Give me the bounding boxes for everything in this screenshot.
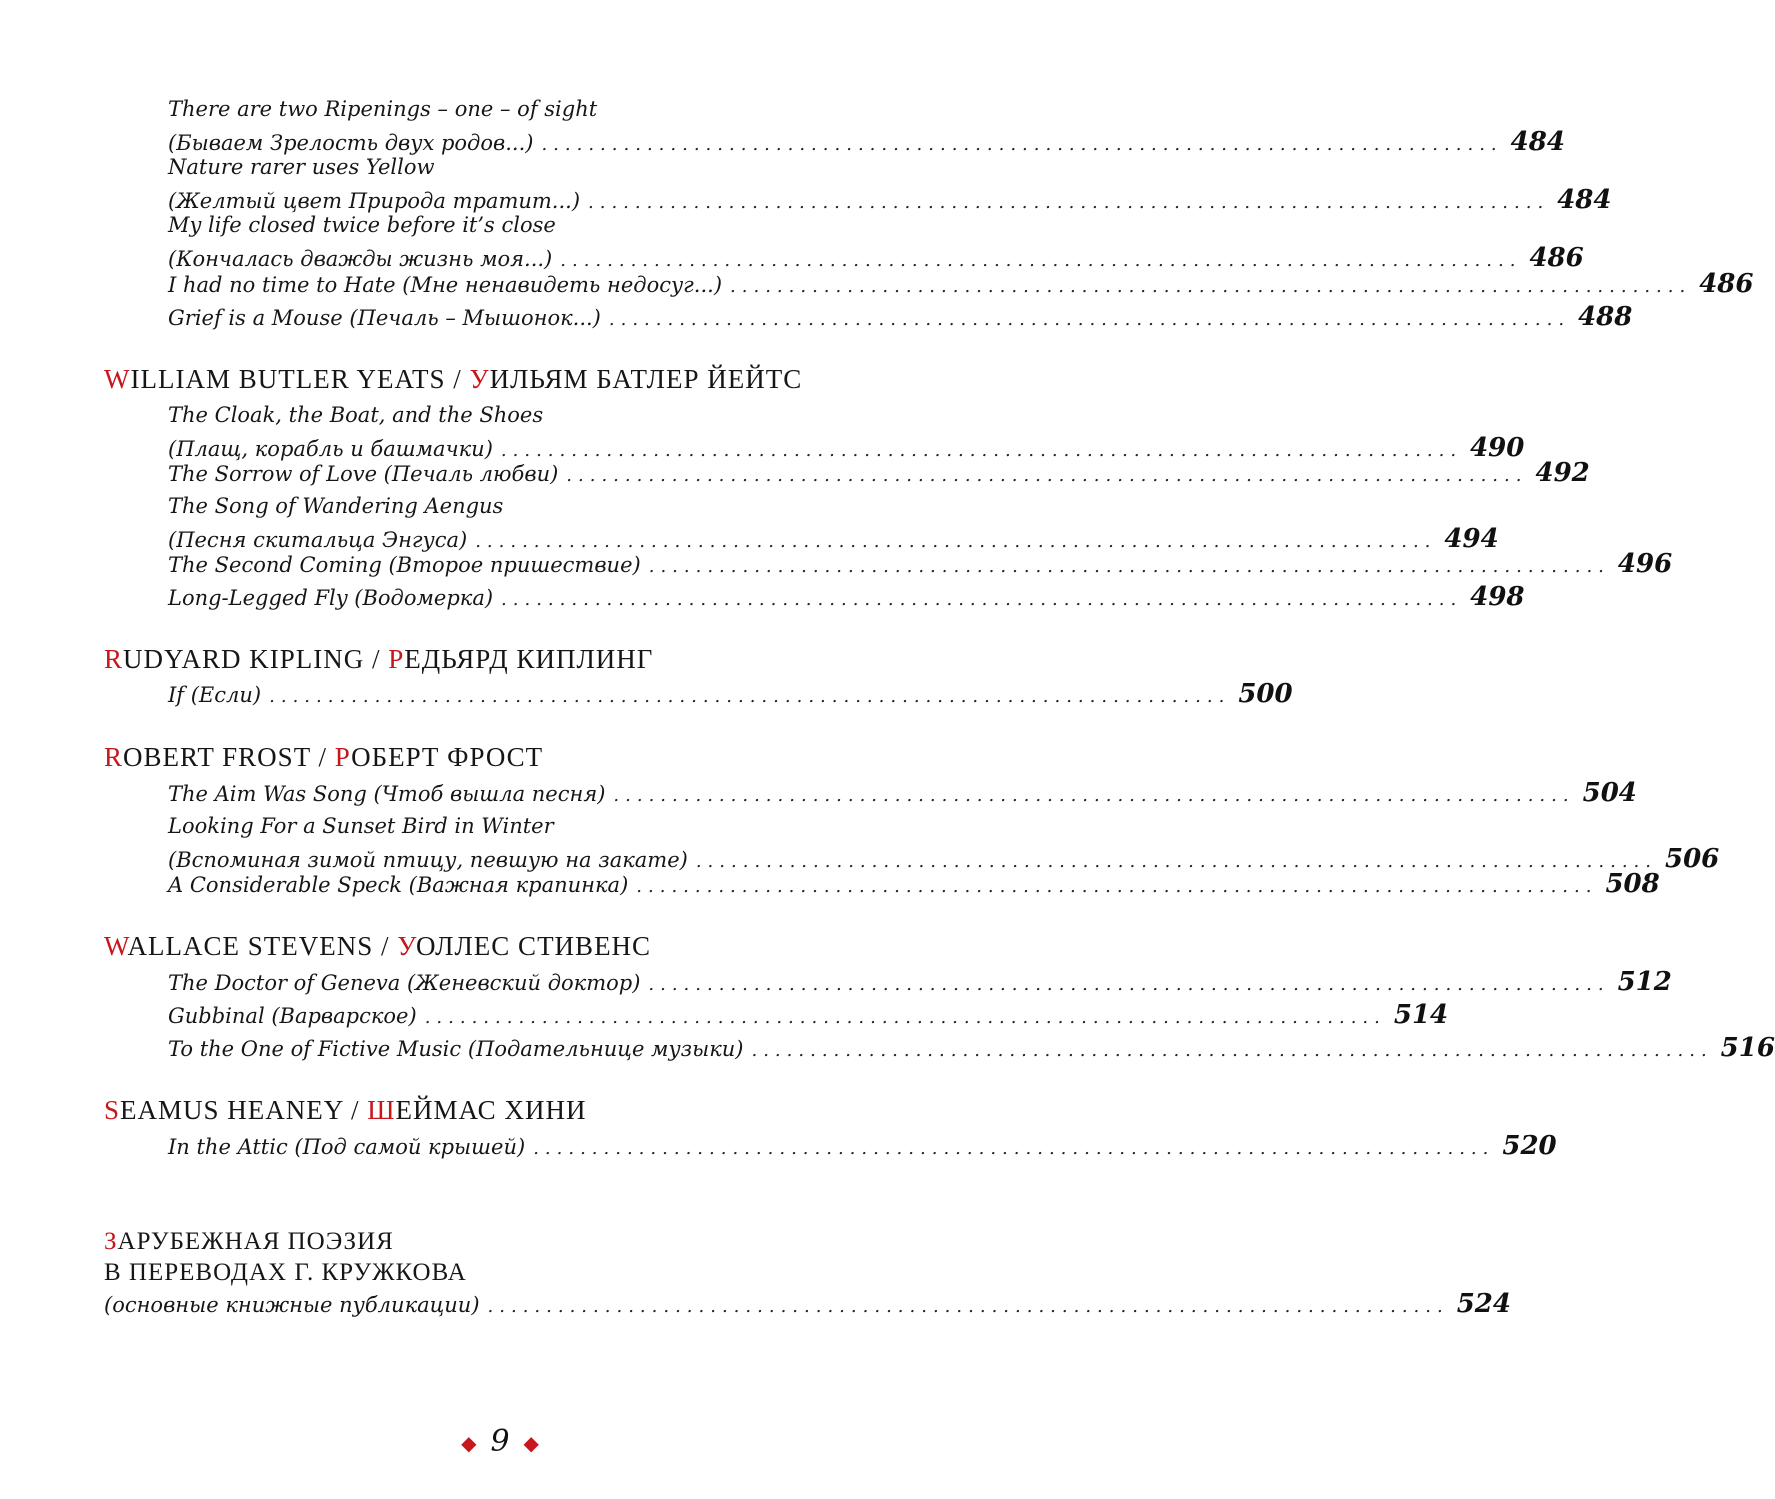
entry-title: To the One of Fictive Music (Подательнице музыки) xyxy=(168,1037,744,1061)
page-number: 504 xyxy=(1582,778,1637,808)
page-number: 524 xyxy=(1456,1289,1511,1319)
entry-title: In the Attic (Под самой крышей) xyxy=(168,1135,526,1159)
entry-title: The Cloak, the Boat, and the Shoes xyxy=(168,403,544,427)
leader-dots: .................................................................................. xyxy=(695,851,1657,872)
page-number: 512 xyxy=(1617,967,1672,997)
entry-subtitle: (Плащ, корабль и башмачки) xyxy=(168,437,493,461)
entry-subtitle: (Кончалась дважды жизнь моя...) xyxy=(168,247,553,271)
leader-dots: .................................................................................. xyxy=(487,1296,1449,1317)
entry-title: A Considerable Speck (Важная крапинка) xyxy=(168,873,629,897)
toc-entry[interactable] xyxy=(168,581,1525,616)
entry-title: (основные книжные публикации) xyxy=(104,1293,480,1317)
entry-title: There are two Ripenings – one – of sight xyxy=(168,97,598,121)
page-number: 492 xyxy=(1535,458,1590,488)
toc-entry[interactable] xyxy=(168,678,1293,713)
entry-title: My life closed twice before it’s close xyxy=(168,213,556,237)
entry-title: Looking For a Sunset Bird in Winter xyxy=(168,814,554,838)
leader-dots: .................................................................................. xyxy=(566,465,1528,486)
leader-dots: .................................................................................. xyxy=(648,556,1610,577)
page-number: 508 xyxy=(1605,869,1660,899)
entry-subtitle: (Бываем Зрелость двух родов...) xyxy=(168,131,534,155)
leader-dots: .................................................................................. xyxy=(541,134,1503,155)
toc-entry[interactable] xyxy=(168,868,1660,903)
toc-entry[interactable] xyxy=(168,966,1672,1001)
page-number: 500 xyxy=(1238,679,1293,709)
page-footer xyxy=(0,1424,1000,1459)
author-heading: RUDYARD KIPLING / РЕДЬЯРД КИПЛИНГ xyxy=(104,644,654,674)
leader-dots: .................................................................................. xyxy=(751,1040,1713,1061)
page-number: 486 xyxy=(1529,243,1584,273)
author-heading: WILLIAM BUTLER YEATS / УИЛЬЯМ БАТЛЕР ЙЕЙТС xyxy=(104,364,803,394)
entry-subtitle: (Песня скитальца Энгуса) xyxy=(168,528,468,552)
entry-title: The Doctor of Geneva (Женевский доктор) xyxy=(168,971,641,995)
leader-dots: .................................................................................. xyxy=(560,250,1522,271)
toc-entry[interactable] xyxy=(168,301,1633,336)
entry-title: The Aim Was Song (Чтоб вышла песня) xyxy=(168,782,606,806)
leader-dots: .................................................................................. xyxy=(588,192,1550,213)
section-heading: ЗАРУБЕЖНАЯ ПОЭЗИЯ В ПЕРЕВОДАХ Г. КРУЖКОВА xyxy=(104,1228,467,1286)
toc-entry[interactable] xyxy=(168,1032,1775,1067)
entry-title: I had no time to Hate (Мне ненавидеть недосуг...) xyxy=(168,273,723,297)
page-number: 514 xyxy=(1393,1000,1449,1030)
page-number: 484 xyxy=(1510,127,1565,157)
entry-subtitle: (Вспоминая зимой птицу, певшую на закате) xyxy=(168,848,688,872)
entry-title: Grief is a Mouse (Печаль – Мышонок...) xyxy=(168,306,601,330)
leader-dots: .................................................................................. xyxy=(269,686,1231,707)
toc-entry[interactable] xyxy=(168,1130,1557,1165)
page-number: 484 xyxy=(1557,185,1612,215)
page-number: 490 xyxy=(1470,433,1525,463)
page-number: 486 xyxy=(1699,269,1754,299)
entry-title: The Song of Wandering Aengus xyxy=(168,494,504,518)
leader-dots: .................................................................................. xyxy=(501,589,1463,610)
leader-dots: .................................................................................. xyxy=(636,876,1598,897)
entry-title: The Second Coming (Второе пришествие) xyxy=(168,553,641,577)
entry-title: Nature rarer uses Yellow xyxy=(168,155,435,179)
entry-title: Gubbinal (Варварское) xyxy=(168,1004,417,1028)
toc-entry[interactable] xyxy=(168,457,1590,492)
toc-entry[interactable] xyxy=(168,999,1449,1034)
leader-dots: .................................................................................. xyxy=(424,1007,1386,1028)
author-heading: WALLACE STEVENS / УОЛЛЕС СТИВЕНС xyxy=(104,931,652,961)
leader-dots: .................................................................................. xyxy=(500,440,1463,461)
entry-title: The Sorrow of Love (Печаль любви) xyxy=(168,462,559,486)
page-number: 494 xyxy=(1444,524,1499,554)
leader-dots: .................................................................................. xyxy=(608,309,1571,330)
leader-dots: .................................................................................. xyxy=(613,785,1575,806)
page-number: 496 xyxy=(1617,549,1673,579)
entry-title: Long-Legged Fly (Водомерка) xyxy=(168,586,494,610)
leader-dots: .................................................................................. xyxy=(533,1138,1495,1159)
toc-entry[interactable] xyxy=(168,268,1754,303)
toc-entry[interactable] xyxy=(168,209,1584,277)
author-heading: SEAMUS HEANEY / ШЕЙМАС ХИНИ xyxy=(104,1095,587,1125)
entry-title: If (Если) xyxy=(168,683,262,707)
leader-dots: .................................................................................. xyxy=(648,974,1610,995)
page-number: 516 xyxy=(1720,1033,1775,1063)
diamond-ornament-icon: ◆ xyxy=(461,1431,477,1455)
leader-dots: .................................................................................. xyxy=(730,276,1692,297)
folio-number: 9 xyxy=(490,1424,510,1459)
page-number: 520 xyxy=(1502,1131,1557,1161)
toc-entry[interactable] xyxy=(104,1288,1511,1323)
page-number: 498 xyxy=(1470,582,1525,612)
toc-entry[interactable] xyxy=(168,548,1673,583)
leader-dots: .................................................................................. xyxy=(475,531,1437,552)
page-number: 488 xyxy=(1578,302,1633,332)
page-number: 506 xyxy=(1665,844,1720,874)
entry-subtitle: (Желтый цвет Природа тратит...) xyxy=(168,189,581,213)
author-heading: ROBERT FROST / РОБЕРТ ФРОСТ xyxy=(104,742,544,772)
diamond-ornament-icon: ◆ xyxy=(523,1431,539,1455)
toc-entry[interactable] xyxy=(168,777,1637,812)
